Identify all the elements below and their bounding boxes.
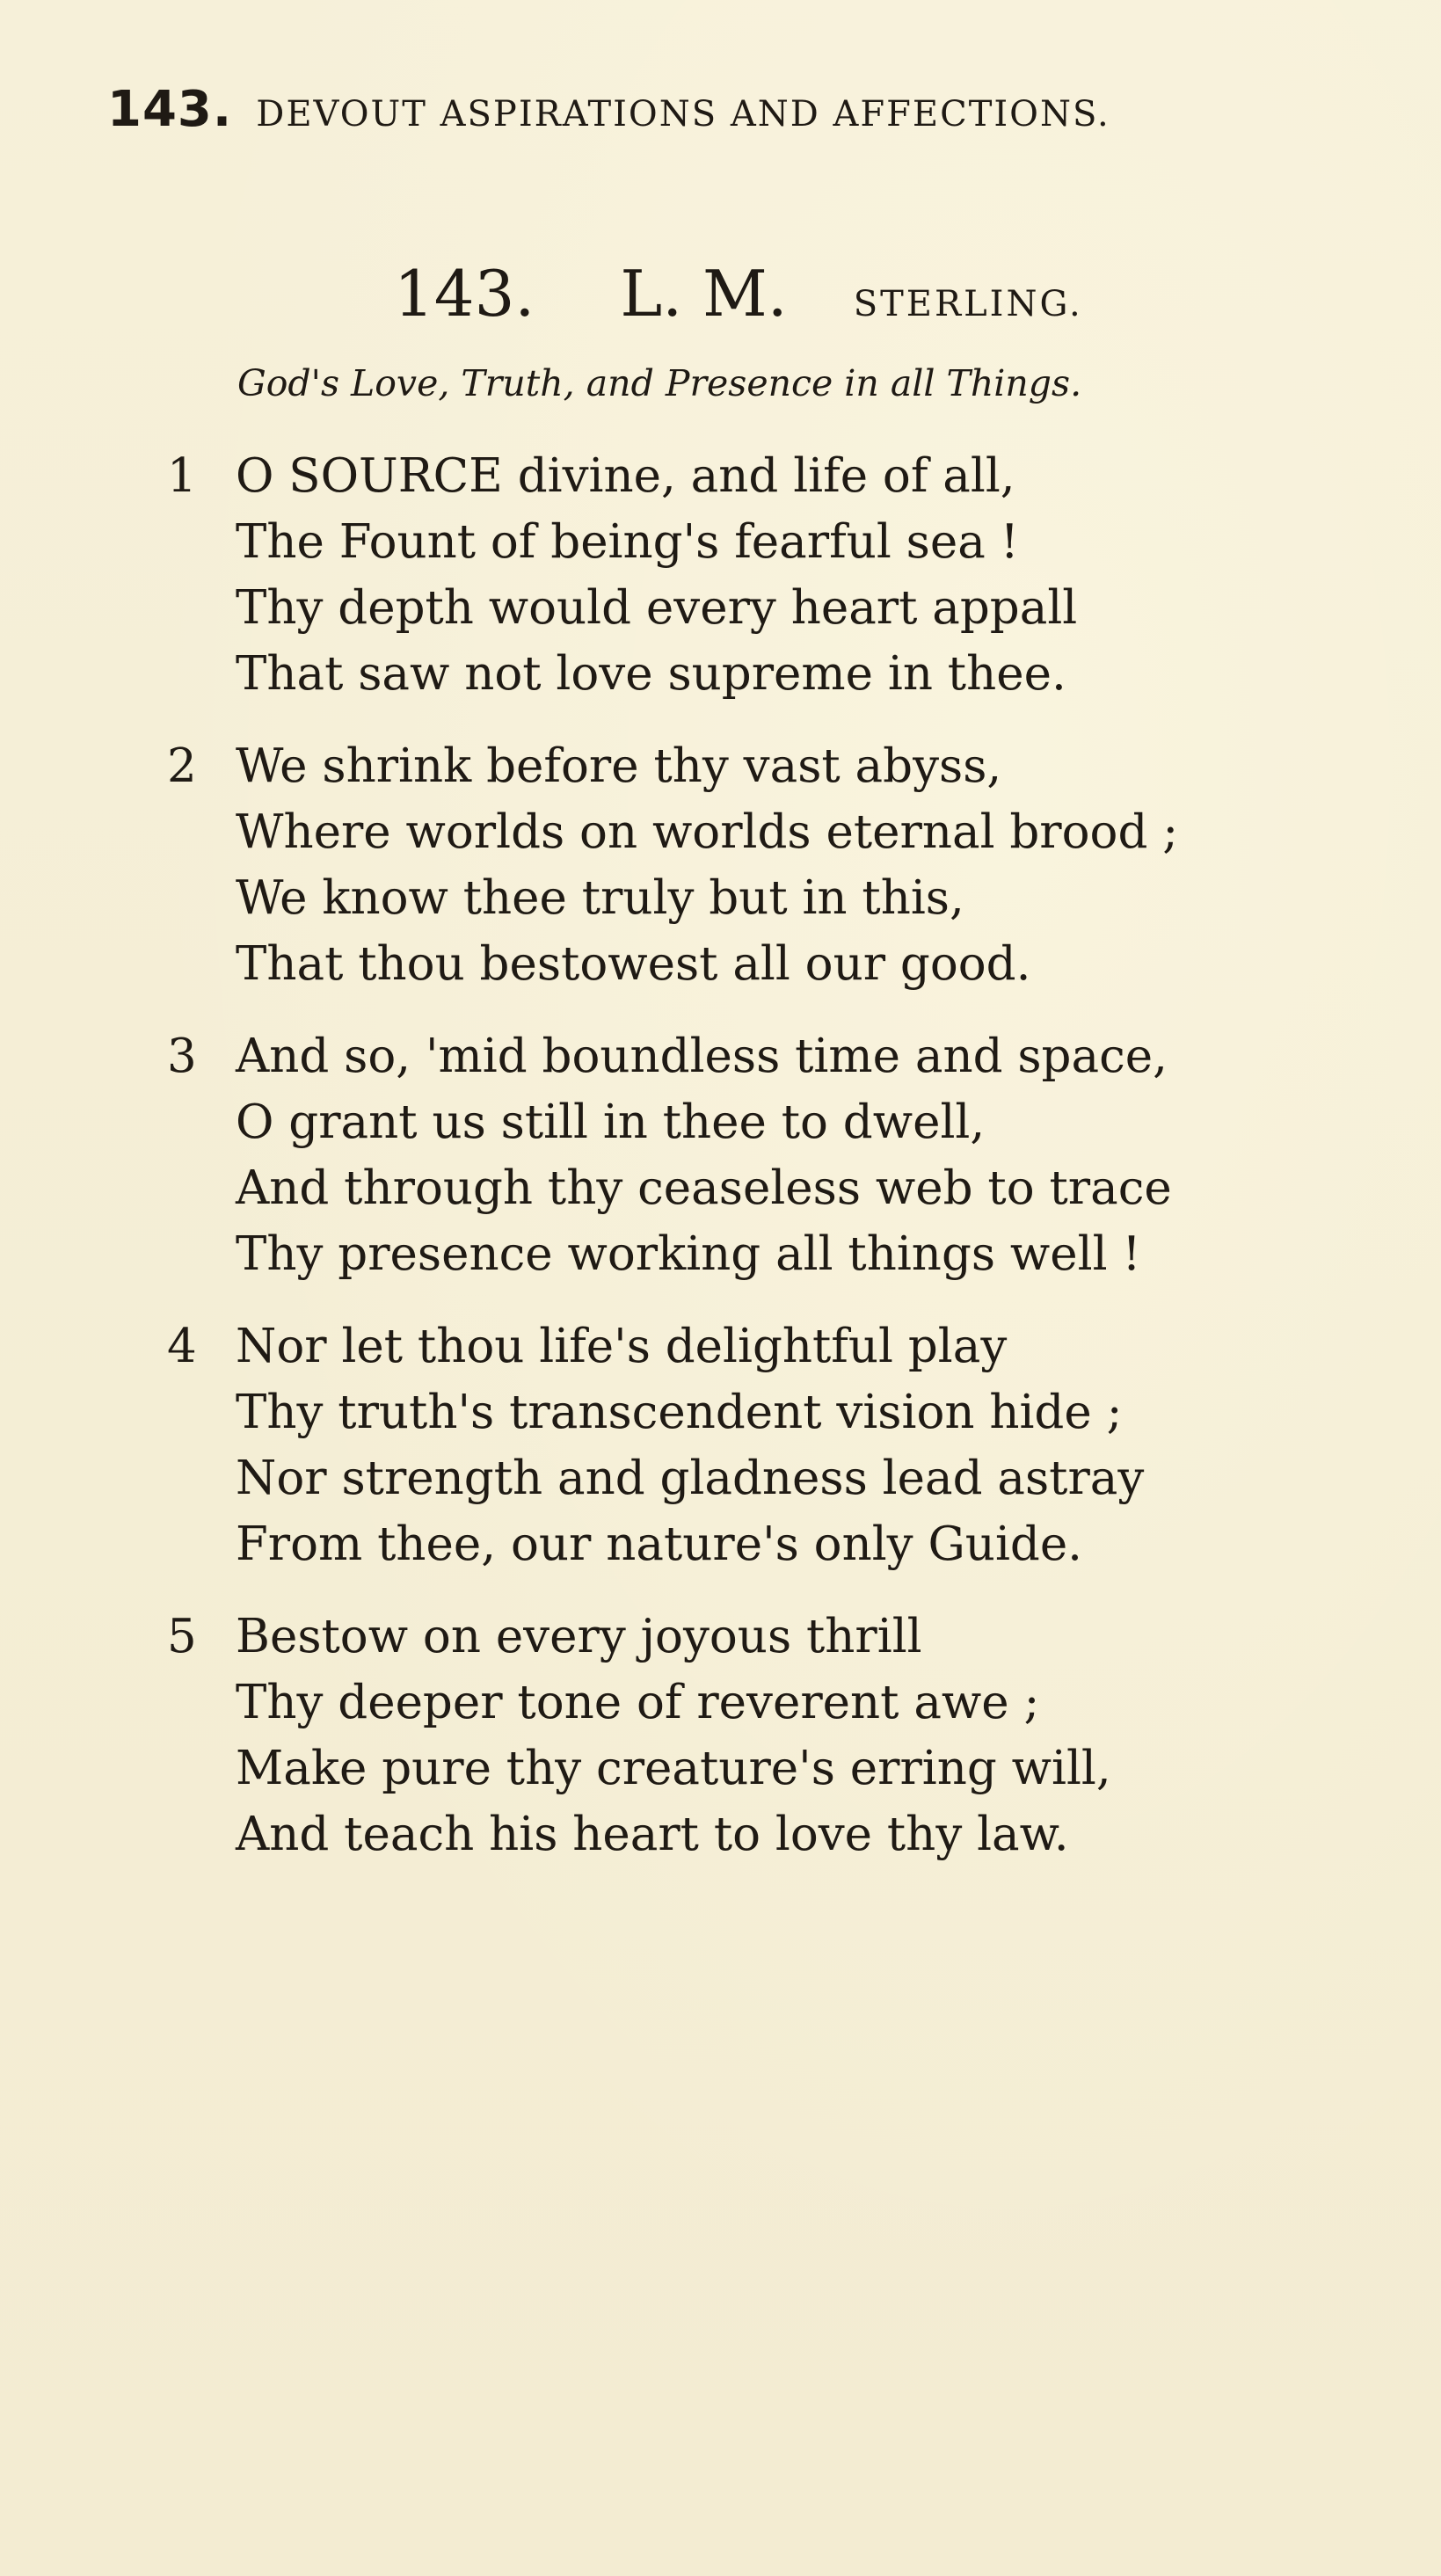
verse-line: And teach his heart to love thy law. bbox=[236, 1808, 1069, 1861]
verse bbox=[167, 1604, 1328, 1867]
verse bbox=[167, 733, 1328, 997]
verse-line: We know thee truly but in this, bbox=[236, 871, 964, 925]
verse bbox=[167, 1313, 1328, 1577]
hymn-header bbox=[394, 257, 1083, 331]
verse-line: The Fount of being's fearful sea ! bbox=[236, 515, 1019, 569]
verse-line: Thy depth would every heart appall bbox=[236, 581, 1078, 635]
verse-number: 2 bbox=[167, 739, 197, 793]
verse-line: Thy truth's transcendent vision hide ; bbox=[236, 1386, 1123, 1439]
verse-line: O SOURCE divine, and life of all, bbox=[236, 449, 1015, 503]
running-head-title: DEVOUT ASPIRATIONS AND AFFECTIONS. bbox=[256, 94, 1110, 135]
verse-line: Make pure thy creature's erring will, bbox=[236, 1742, 1111, 1795]
verse-line: That saw not love supreme in thee. bbox=[236, 647, 1066, 701]
verse-number: 5 bbox=[167, 1610, 197, 1663]
verse-line: And so, 'mid boundless time and space, bbox=[236, 1030, 1168, 1083]
hymn-subtitle: God's Love, Truth, and Presence in all Things. bbox=[237, 362, 1082, 404]
verse-line: Thy deeper tone of reverent awe ; bbox=[236, 1676, 1040, 1729]
verse-line: Nor let thou life's delightful play bbox=[236, 1320, 1008, 1373]
verse-line: Bestow on every joyous thrill bbox=[236, 1610, 922, 1663]
verse-line: We shrink before thy vast abyss, bbox=[236, 739, 1002, 793]
verse-number: 1 bbox=[167, 449, 197, 503]
hymn-tune: STERLING. bbox=[853, 284, 1083, 324]
verse-number: 3 bbox=[167, 1030, 197, 1083]
verse-line: That thou bestowest all our good. bbox=[236, 937, 1031, 991]
verse-line: O grant us still in thee to dwell, bbox=[236, 1095, 986, 1149]
hymn-number: 143. bbox=[394, 257, 535, 331]
verse bbox=[167, 443, 1328, 707]
verse-line: From thee, our nature's only Guide. bbox=[236, 1517, 1083, 1571]
verse bbox=[167, 1023, 1328, 1287]
verse-line: Nor strength and gladness lead astray bbox=[236, 1452, 1145, 1505]
verses bbox=[167, 443, 1328, 1894]
verse-number: 4 bbox=[167, 1320, 197, 1373]
hymn-meter: L. M. bbox=[620, 257, 788, 331]
verse-line: Thy presence working all things well ! bbox=[236, 1227, 1141, 1281]
verse-line: And through thy ceaseless web to trace bbox=[236, 1161, 1172, 1215]
page-number: 143. bbox=[107, 81, 233, 138]
verse-line: Where worlds on worlds eternal brood ; bbox=[236, 805, 1179, 859]
running-head bbox=[107, 81, 1110, 138]
